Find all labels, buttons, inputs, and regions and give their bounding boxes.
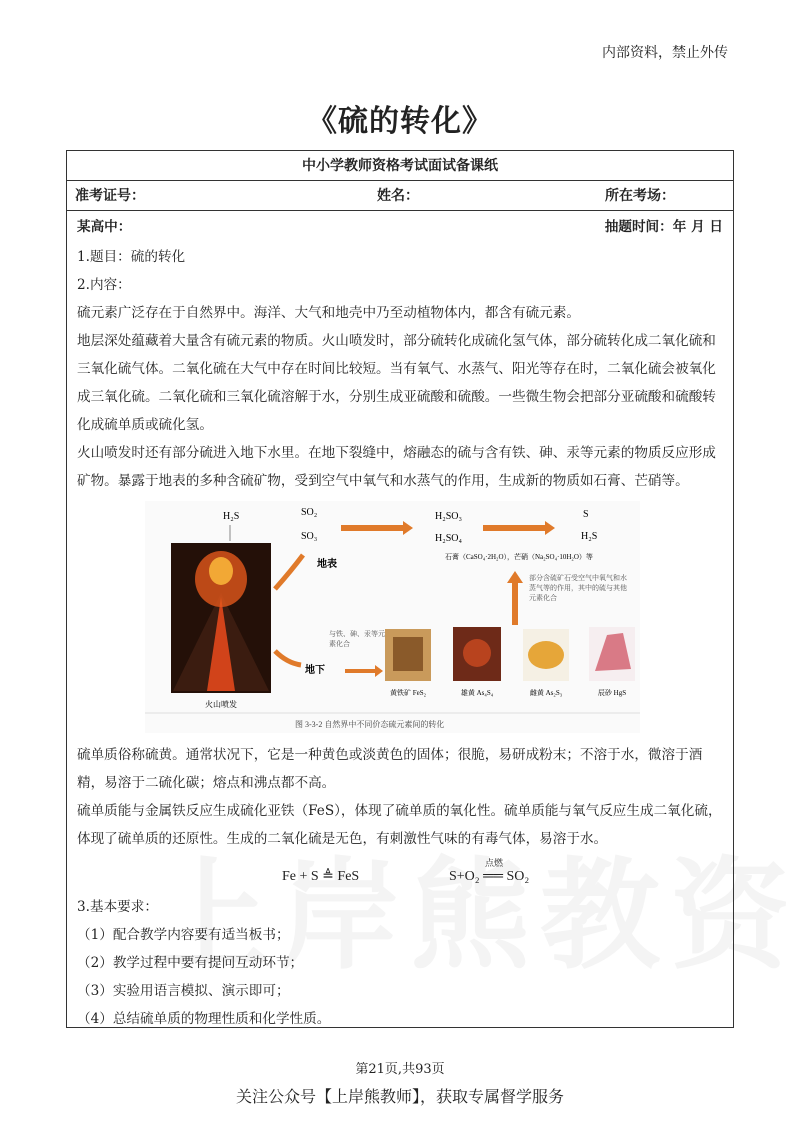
school-label: 某高中： xyxy=(77,219,132,235)
h2s-left-label: H₂S xyxy=(223,511,240,522)
figure-caption: 图 3-3-2 自然界中不同价态硫元素间的转化 xyxy=(295,720,445,729)
paragraph-1: 硫元素广泛存在于自然界中。海洋、大气和地壳中乃至动植物体内，都含有硫元素。 xyxy=(77,305,580,321)
lesson-plan-form xyxy=(66,150,734,1028)
confidential-note: 内部资料，禁止外传 xyxy=(602,45,728,61)
arrow-to-ores xyxy=(345,665,383,677)
arrow-so-to-acid xyxy=(341,521,413,535)
equation-fe-s: Fe + S ≜ FeS xyxy=(282,869,360,884)
form-body xyxy=(77,211,723,1033)
underground-label: 地下 xyxy=(305,665,325,676)
note-right-box xyxy=(529,573,633,619)
arrow-to-underground xyxy=(275,651,301,665)
pyrite-label: 黄铁矿 FeS₂ xyxy=(389,689,427,697)
orpiment-label: 雌黄 As₂S₃ xyxy=(529,689,563,697)
paragraph-4: 硫单质俗称硫黄。通常状况下，它是一种黄色或淡黄色的固体；很脆，易研成粉末；不溶于水，微溶于酒精，易溶于二硫化碳；熔点和沸点都不高。 xyxy=(77,747,703,791)
draw-time-label: 抽题时间：年 月 日 xyxy=(604,219,723,235)
page-title: 《硫的转化》 xyxy=(307,104,493,139)
page-number: 第21页,共93页 xyxy=(355,1062,445,1077)
realgar-label: 雄黄 As₄S₄ xyxy=(460,689,494,697)
requirement-1: （1）配合教学内容要有适当板书； xyxy=(77,927,290,943)
topic-line: 1.题目：硫的转化 xyxy=(77,249,186,265)
arrow-to-surface xyxy=(275,555,303,589)
h2so3-label: H₂SO₃ xyxy=(435,511,462,522)
arrow-ores-to-surface xyxy=(507,571,523,625)
form-header: 中小学教师资格考试面试备课纸 xyxy=(67,151,733,181)
location-label: 所在考场： xyxy=(605,188,675,204)
cinnabar-label: 辰砂 HgS xyxy=(597,689,627,697)
equation-s-o2: S+O₂ ══ SO₂ xyxy=(449,869,530,884)
paragraph-3: 火山喷发时还有部分硫进入地下水里。在地下裂缝中，熔融态的硫与含有铁、砷、汞等元素的物质反应形成矿物。暴露于地表的多种含硫矿物，受到空气中氧气和水蒸气的作用，生成新的物质如石膏、芒硝等。 xyxy=(77,445,716,489)
paragraph-2: 地层深处蕴藏着大量含有硫元素的物质。火山喷发时，部分硫转化成硫化氢气体，部分硫转化成二氧化硫和三氧化硫气体。二氧化硫在大气中存在时间比较短。当有氧气、水蒸气、阳光等存在时，二氧化硫会被氧化成三氧化硫。二氧化硫和三氧化硫溶解于水，分别生成亚硫酸和硫酸。一些微生物会把部分亚硫酸和硫酸转化成硫单质或硫化氢。 xyxy=(77,333,716,433)
school-row xyxy=(77,211,723,243)
requirements-label: 3.基本要求： xyxy=(77,899,158,915)
eruption-core xyxy=(209,557,233,585)
candidate-info-row xyxy=(67,181,733,211)
requirement-3: （3）实验用语言模拟、演示即可； xyxy=(77,983,290,999)
so2-label: SO₂ xyxy=(301,507,318,518)
exam-no-label: 准考证号： xyxy=(75,188,145,204)
promo-footer: 关注公众号【上岸熊教师】，获取专属督学服务 xyxy=(235,1089,564,1106)
s-label: S xyxy=(583,509,589,520)
orpiment-crystal xyxy=(528,641,564,669)
sulfur-cycle-figure xyxy=(145,501,640,733)
requirement-4: （4）总结硫单质的物理性质和化学性质。 xyxy=(77,1011,331,1027)
paragraph-5: 硫单质能与金属铁反应生成硫化亚铁（FeS），体现了硫单质的氧化性。硫单质能与氧气反应生成二氧化硫，体现了硫单质的还原性。生成的二氧化硫是无色，有刺激性气味的有毒气体，易溶于水。 xyxy=(77,803,722,847)
realgar-crystal xyxy=(463,639,491,667)
h2s-right-label: H₂S xyxy=(581,531,598,542)
note-left-box xyxy=(329,629,387,659)
equations-row xyxy=(77,853,723,893)
name-label: 姓名： xyxy=(377,188,419,204)
note-left: 与铁、砷、汞等元素化合 xyxy=(329,630,385,648)
note-right: 部分含硫矿石受空气中氧气和水蒸气等的作用，其中的硫与其他元素化合 xyxy=(529,574,627,602)
equation-condition: 点燃 xyxy=(485,858,504,868)
requirement-2: （2）教学过程中要有提问互动环节； xyxy=(77,955,304,971)
volcano-caption: 火山喷发 xyxy=(205,700,237,709)
pyrite-crystal xyxy=(393,637,423,671)
arrow-acid-to-s xyxy=(483,521,555,535)
surface-label: 地表 xyxy=(317,559,337,570)
content-label: 2.内容： xyxy=(77,277,131,293)
gypsum-label: 石膏（CaSO₄·2H₂O），芒硝（Na₂SO₄·10H₂O）等 xyxy=(445,553,593,561)
so3-label: SO₃ xyxy=(301,531,318,542)
h2so4-label: H₂SO₄ xyxy=(435,533,462,544)
